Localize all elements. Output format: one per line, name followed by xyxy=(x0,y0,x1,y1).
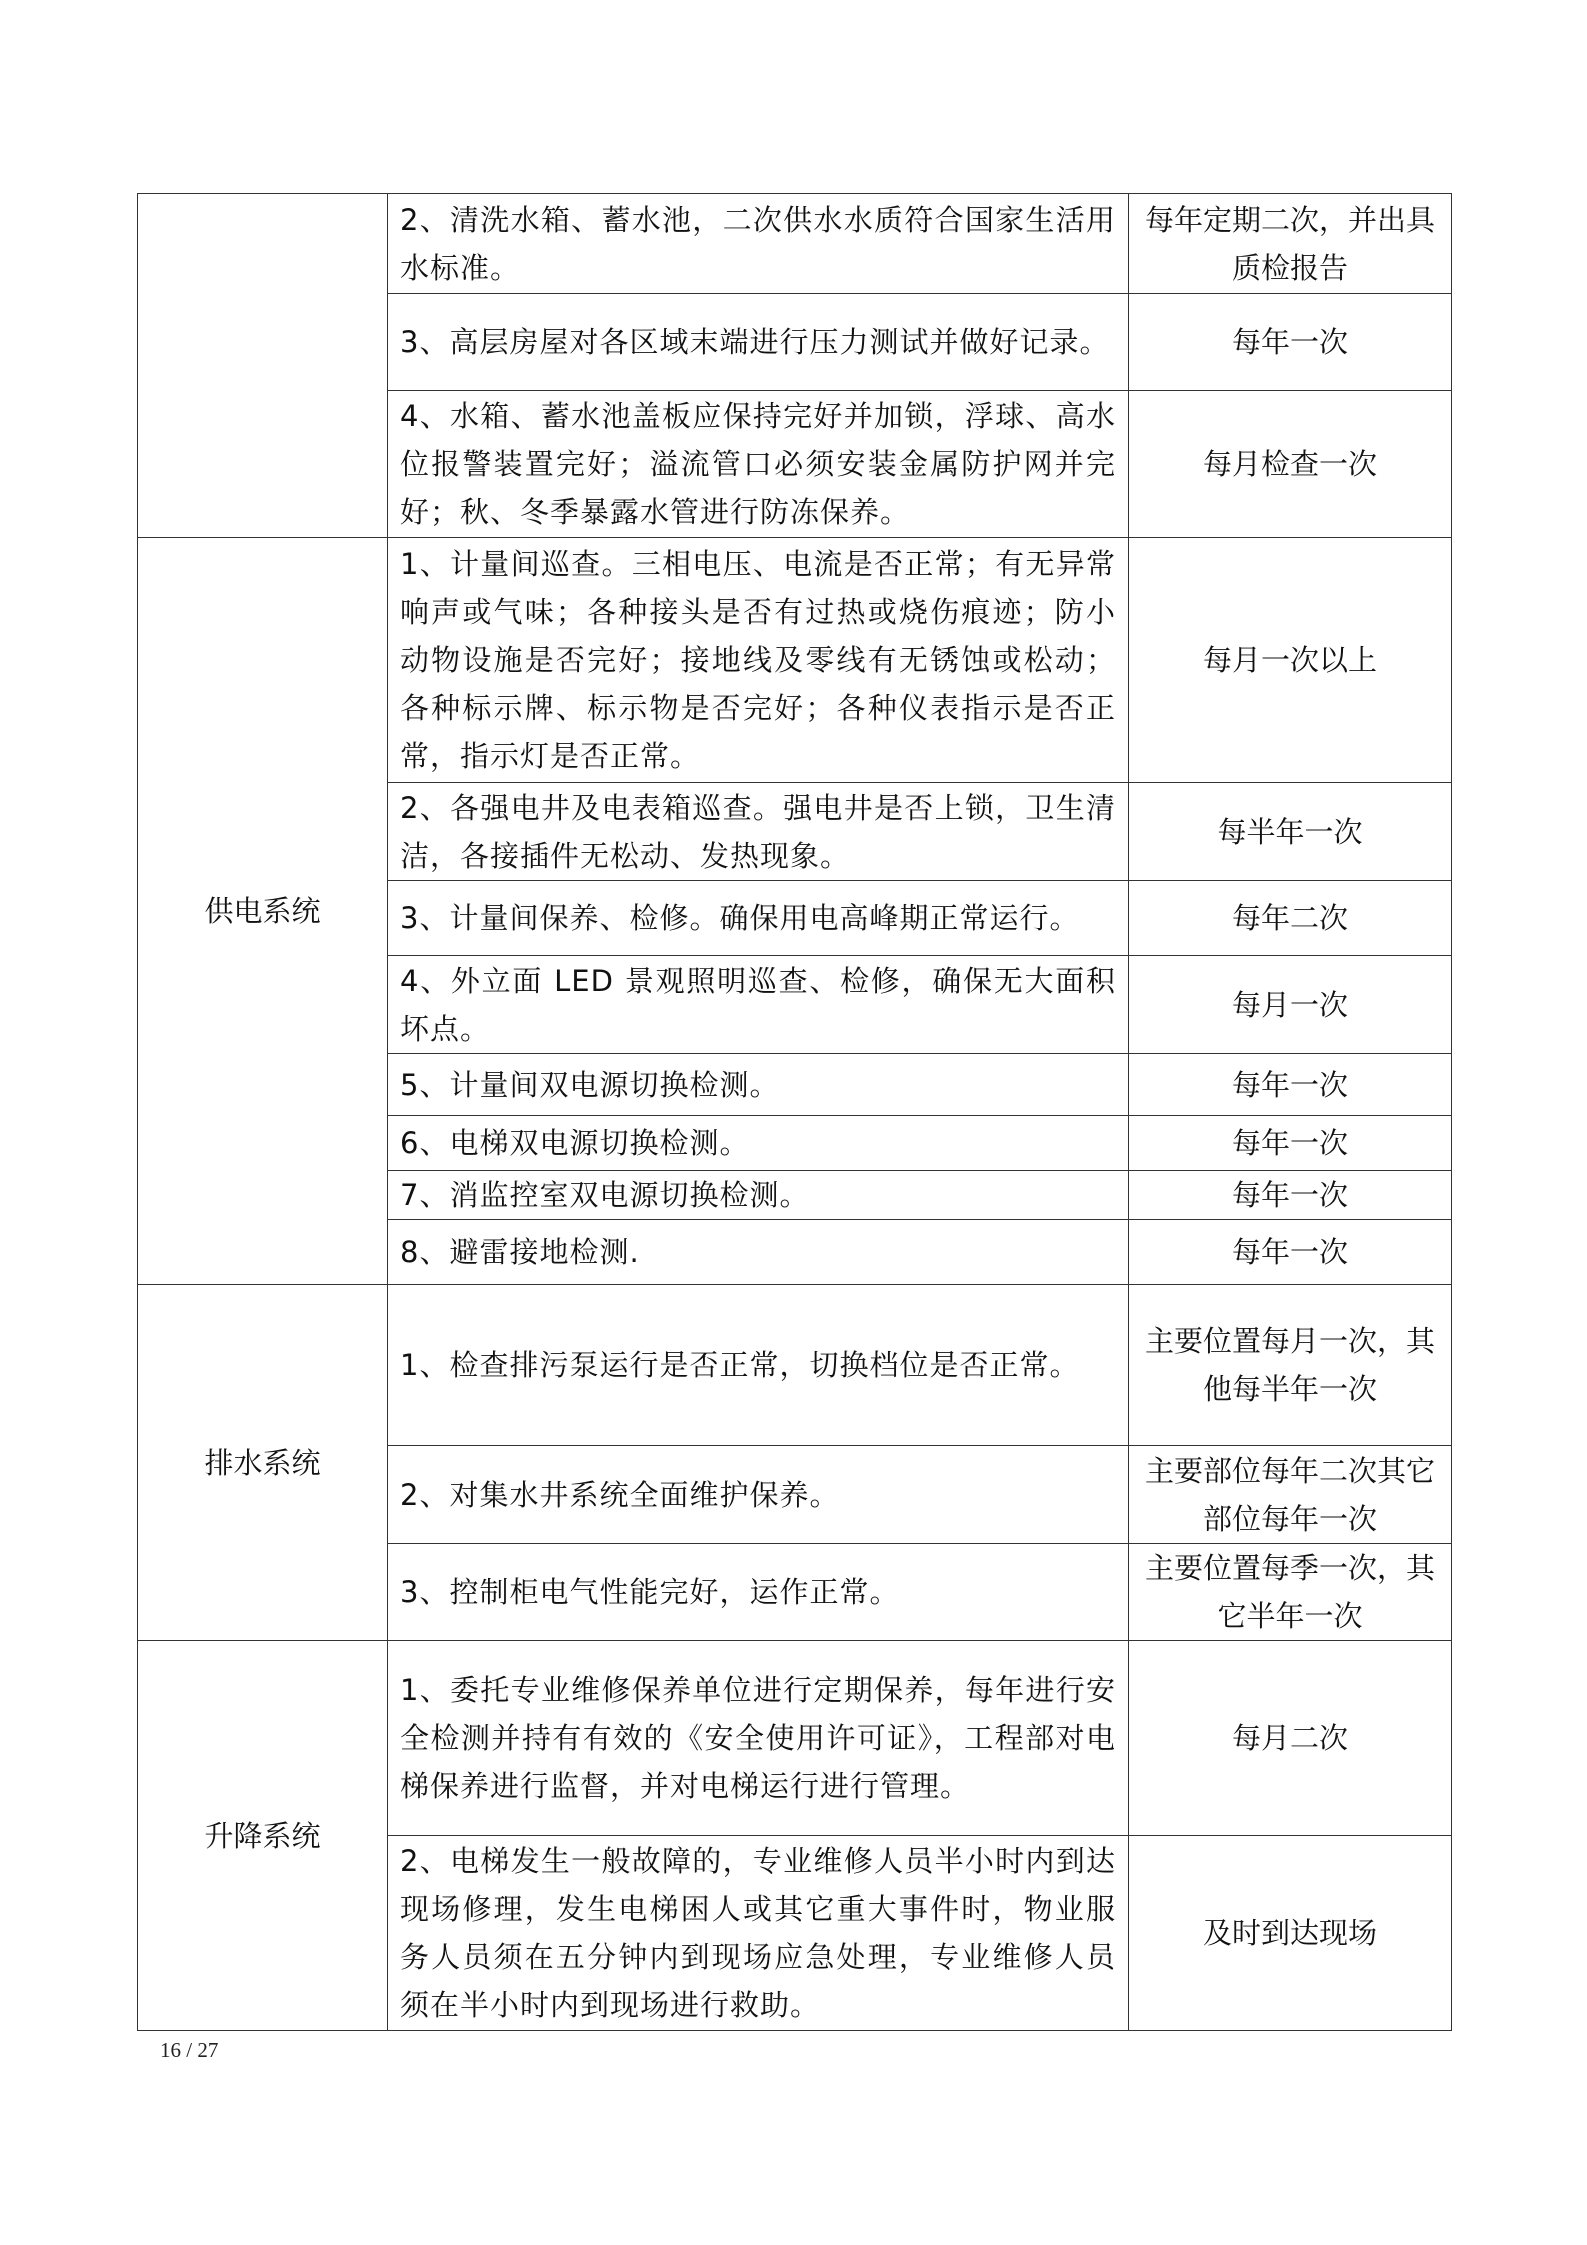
table-row xyxy=(138,538,1452,783)
frequency-cell: 每年二次 xyxy=(1129,881,1452,956)
item-cell: 1、检查排污泵运行是否正常，切换档位是否正常。 xyxy=(388,1285,1129,1446)
frequency-cell: 主要位置每季一次，其它半年一次 xyxy=(1129,1544,1452,1641)
system-cell: 供电系统 xyxy=(138,538,388,1285)
item-cell: 3、计量间保养、检修。确保用电高峰期正常运行。 xyxy=(388,881,1129,956)
item-cell: 4、水箱、蓄水池盖板应保持完好并加锁，浮球、高水位报警装置完好；溢流管口必须安装金属防护网并完好；秋、冬季暴露水管进行防冻保养。 xyxy=(388,391,1129,538)
item-cell: 5、计量间双电源切换检测。 xyxy=(388,1054,1129,1116)
item-cell: 2、清洗水箱、蓄水池，二次供水水质符合国家生活用水标准。 xyxy=(388,194,1129,294)
frequency-cell: 每月二次 xyxy=(1129,1641,1452,1836)
system-cell: 排水系统 xyxy=(138,1285,388,1641)
maintenance-table xyxy=(137,193,1452,2031)
item-cell: 2、各强电井及电表箱巡查。强电井是否上锁，卫生清洁，各接插件无松动、发热现象。 xyxy=(388,783,1129,881)
item-cell: 7、消监控室双电源切换检测。 xyxy=(388,1171,1129,1220)
item-cell: 8、避雷接地检测. xyxy=(388,1220,1129,1285)
item-cell: 2、对集水井系统全面维护保养。 xyxy=(388,1446,1129,1544)
frequency-cell: 每年定期二次，并出具质检报告 xyxy=(1129,194,1452,294)
frequency-cell: 每月一次 xyxy=(1129,956,1452,1054)
table-row xyxy=(138,194,1452,294)
system-cell: 升降系统 xyxy=(138,1641,388,2031)
table-row xyxy=(138,1285,1452,1446)
frequency-cell: 主要部位每年二次其它部位每年一次 xyxy=(1129,1446,1452,1544)
item-cell: 3、高层房屋对各区域末端进行压力测试并做好记录。 xyxy=(388,294,1129,391)
frequency-cell: 每月一次以上 xyxy=(1129,538,1452,783)
page-number: 16 / 27 xyxy=(160,2038,219,2062)
system-cell xyxy=(138,194,388,538)
frequency-cell: 每半年一次 xyxy=(1129,783,1452,881)
item-cell: 1、计量间巡查。三相电压、电流是否正常；有无异常响声或气味；各种接头是否有过热或烧伤痕迹；防小动物设施是否完好；接地线及零线有无锈蚀或松动；各种标示牌、标示物是否完好；各种仪表指示是否正常，指示灯是否正常。 xyxy=(388,538,1129,783)
frequency-cell: 主要位置每月一次，其他每半年一次 xyxy=(1129,1285,1452,1446)
frequency-cell: 每年一次 xyxy=(1129,1054,1452,1116)
frequency-cell: 及时到达现场 xyxy=(1129,1836,1452,2031)
item-cell: 1、委托专业维修保养单位进行定期保养，每年进行安全检测并持有有效的《安全使用许可证》，工程部对电梯保养进行监督，并对电梯运行进行管理。 xyxy=(388,1641,1129,1836)
frequency-cell: 每月检查一次 xyxy=(1129,391,1452,538)
table-row xyxy=(138,1641,1452,1836)
frequency-cell: 每年一次 xyxy=(1129,294,1452,391)
item-cell: 2、电梯发生一般故障的，专业维修人员半小时内到达现场修理，发生电梯困人或其它重大事件时，物业服务人员须在五分钟内到现场应急处理，专业维修人员须在半小时内到现场进行救助。 xyxy=(388,1836,1129,2031)
frequency-cell: 每年一次 xyxy=(1129,1116,1452,1171)
frequency-cell: 每年一次 xyxy=(1129,1220,1452,1285)
frequency-cell: 每年一次 xyxy=(1129,1171,1452,1220)
item-cell: 6、电梯双电源切换检测。 xyxy=(388,1116,1129,1171)
item-cell: 4、外立面 LED 景观照明巡查、检修，确保无大面积坏点。 xyxy=(388,956,1129,1054)
item-cell: 3、控制柜电气性能完好，运作正常。 xyxy=(388,1544,1129,1641)
